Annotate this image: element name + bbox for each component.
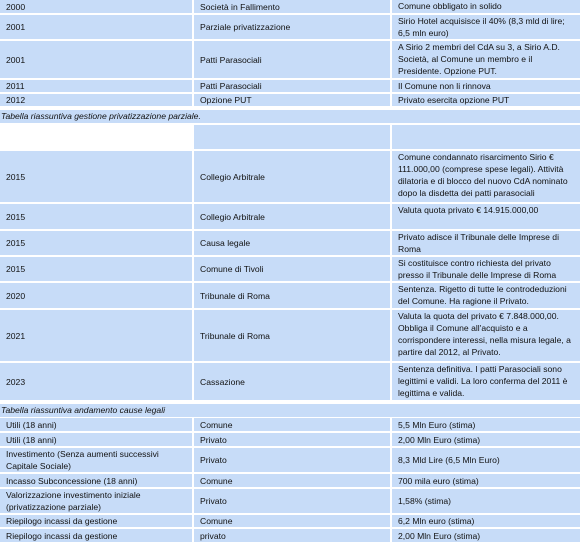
table-row-desc: Privato esercita opzione PUT <box>392 94 580 106</box>
table-row-item: Valorizzazione investimento iniziale (privatizzazione parziale) <box>0 489 192 513</box>
privatization-table <box>0 0 580 106</box>
table-row-year: 2001 <box>0 15 192 39</box>
table-row-item: Utili (18 anni) <box>0 433 192 446</box>
table-row-desc: Il Comune non li rinnova <box>392 80 580 92</box>
table-row-item: Riepilogo incassi da gestione <box>0 529 192 542</box>
table-row-year: 2000 <box>0 0 192 13</box>
table-row-party: Comune <box>194 418 390 431</box>
table-row-item: Riepilogo incassi da gestione <box>0 515 192 527</box>
table-row-value: 2,00 Mln Euro (stima) <box>392 433 580 446</box>
table-row-event: Tribunale di Roma <box>194 310 390 361</box>
table-row-party: Comune <box>194 515 390 527</box>
table-spacer <box>0 125 580 149</box>
table-row-event: Patti Parasociali <box>194 41 390 78</box>
table-row-event: Causa legale <box>194 231 390 255</box>
table-row-year: 2001 <box>0 41 192 78</box>
table-row-item: Investimento (Senza aumenti successivi Capitale Sociale) <box>0 448 192 472</box>
table-row-desc: Valuta la quota del privato € 7.848.000,00. Obbliga il Comune all'acquisto e a corrispondere interessi, nella misura legale, a partire dal 2012, al Privato. <box>392 310 580 361</box>
table-row-value: 8,3 Mld Lire (6,5 Mln Euro) <box>392 448 580 472</box>
table-row-year: 2015 <box>0 231 192 255</box>
table-row-event: Cassazione <box>194 363 390 400</box>
table-row-year: 2011 <box>0 80 192 92</box>
table-row-desc: Sirio Hotel acquisisce il 40% (8,3 mld di lire; 6,5 mln euro) <box>392 15 580 39</box>
table-row-year: 2015 <box>0 257 192 281</box>
table-row-desc: Privato adisce il Tribunale delle Imprese di Roma <box>392 231 580 255</box>
table-row-value: 1,58% (stima) <box>392 489 580 513</box>
table-caption: Tabella riassuntiva gestione privatizzazione parziale. <box>0 110 580 123</box>
table-row-event: Collegio Arbitrale <box>194 204 390 229</box>
table-row-event: Società in Fallimento <box>194 0 390 13</box>
table-row-desc: Sentenza. Rigetto di tutte le controdeduzioni del Comune. Ha ragione il Privato. <box>392 283 580 308</box>
table-row-desc: Comune obbligato in solido <box>392 0 580 13</box>
table-row-desc: Comune condannato risarcimento Sirio € 111.000,00 (comprese spese legali). Attività dilatoria e di blocco del nuovo CdA nominato dopo la disdetta dei patti parasociali <box>392 151 580 202</box>
table-row-value: 5,5 Mln Euro (stima) <box>392 418 580 431</box>
table-row-event: Patti Parasociali <box>194 80 390 92</box>
table-row-party: privato <box>194 529 390 542</box>
table-row-event: Collegio Arbitrale <box>194 151 390 202</box>
table-row-party: Privato <box>194 489 390 513</box>
table-row-event: Tribunale di Roma <box>194 283 390 308</box>
table-row-year: 2015 <box>0 204 192 229</box>
table-row-value: 2,00 Mln Euro (stima) <box>392 529 580 542</box>
table-row-desc: Valuta quota privato € 14.915.000,00 <box>392 204 580 229</box>
table-row-value: 700 mila euro (stima) <box>392 474 580 487</box>
table-row-year: 2023 <box>0 363 192 400</box>
summary-table <box>0 418 580 542</box>
table-row-desc: Si costituisce contro richiesta del privato presso il Tribunale delle Imprese di Roma <box>392 257 580 281</box>
table-row-desc: Sentenza definitiva. I patti Parasociali sono legittimi e validi. La loro conferma del 2011 è legittima e valida. <box>392 363 580 400</box>
table-row-party: Privato <box>194 448 390 472</box>
legal-cases-table <box>0 151 580 400</box>
table-row-item: Incasso Subconcessione (18 anni) <box>0 474 192 487</box>
table-row-item: Utili (18 anni) <box>0 418 192 431</box>
table-row-event: Opzione PUT <box>194 94 390 106</box>
table-row-value: 6,2 Mln euro (stima) <box>392 515 580 527</box>
table-row-year: 2020 <box>0 283 192 308</box>
table-row-year: 2021 <box>0 310 192 361</box>
table-row-party: Privato <box>194 433 390 446</box>
table-row-year: 2015 <box>0 151 192 202</box>
table-row-party: Comune <box>194 474 390 487</box>
table-caption: Tabella riassuntiva andamento cause legali <box>0 404 580 417</box>
table-row-event: Parziale privatizzazione <box>194 15 390 39</box>
table-row-event: Comune di Tivoli <box>194 257 390 281</box>
table-row-desc: A Sirio 2 membri del CdA su 3, a Sirio A.D. Società, al Comune un membro e il Presidente. Opzione PUT. <box>392 41 580 78</box>
table-row-year: 2012 <box>0 94 192 106</box>
